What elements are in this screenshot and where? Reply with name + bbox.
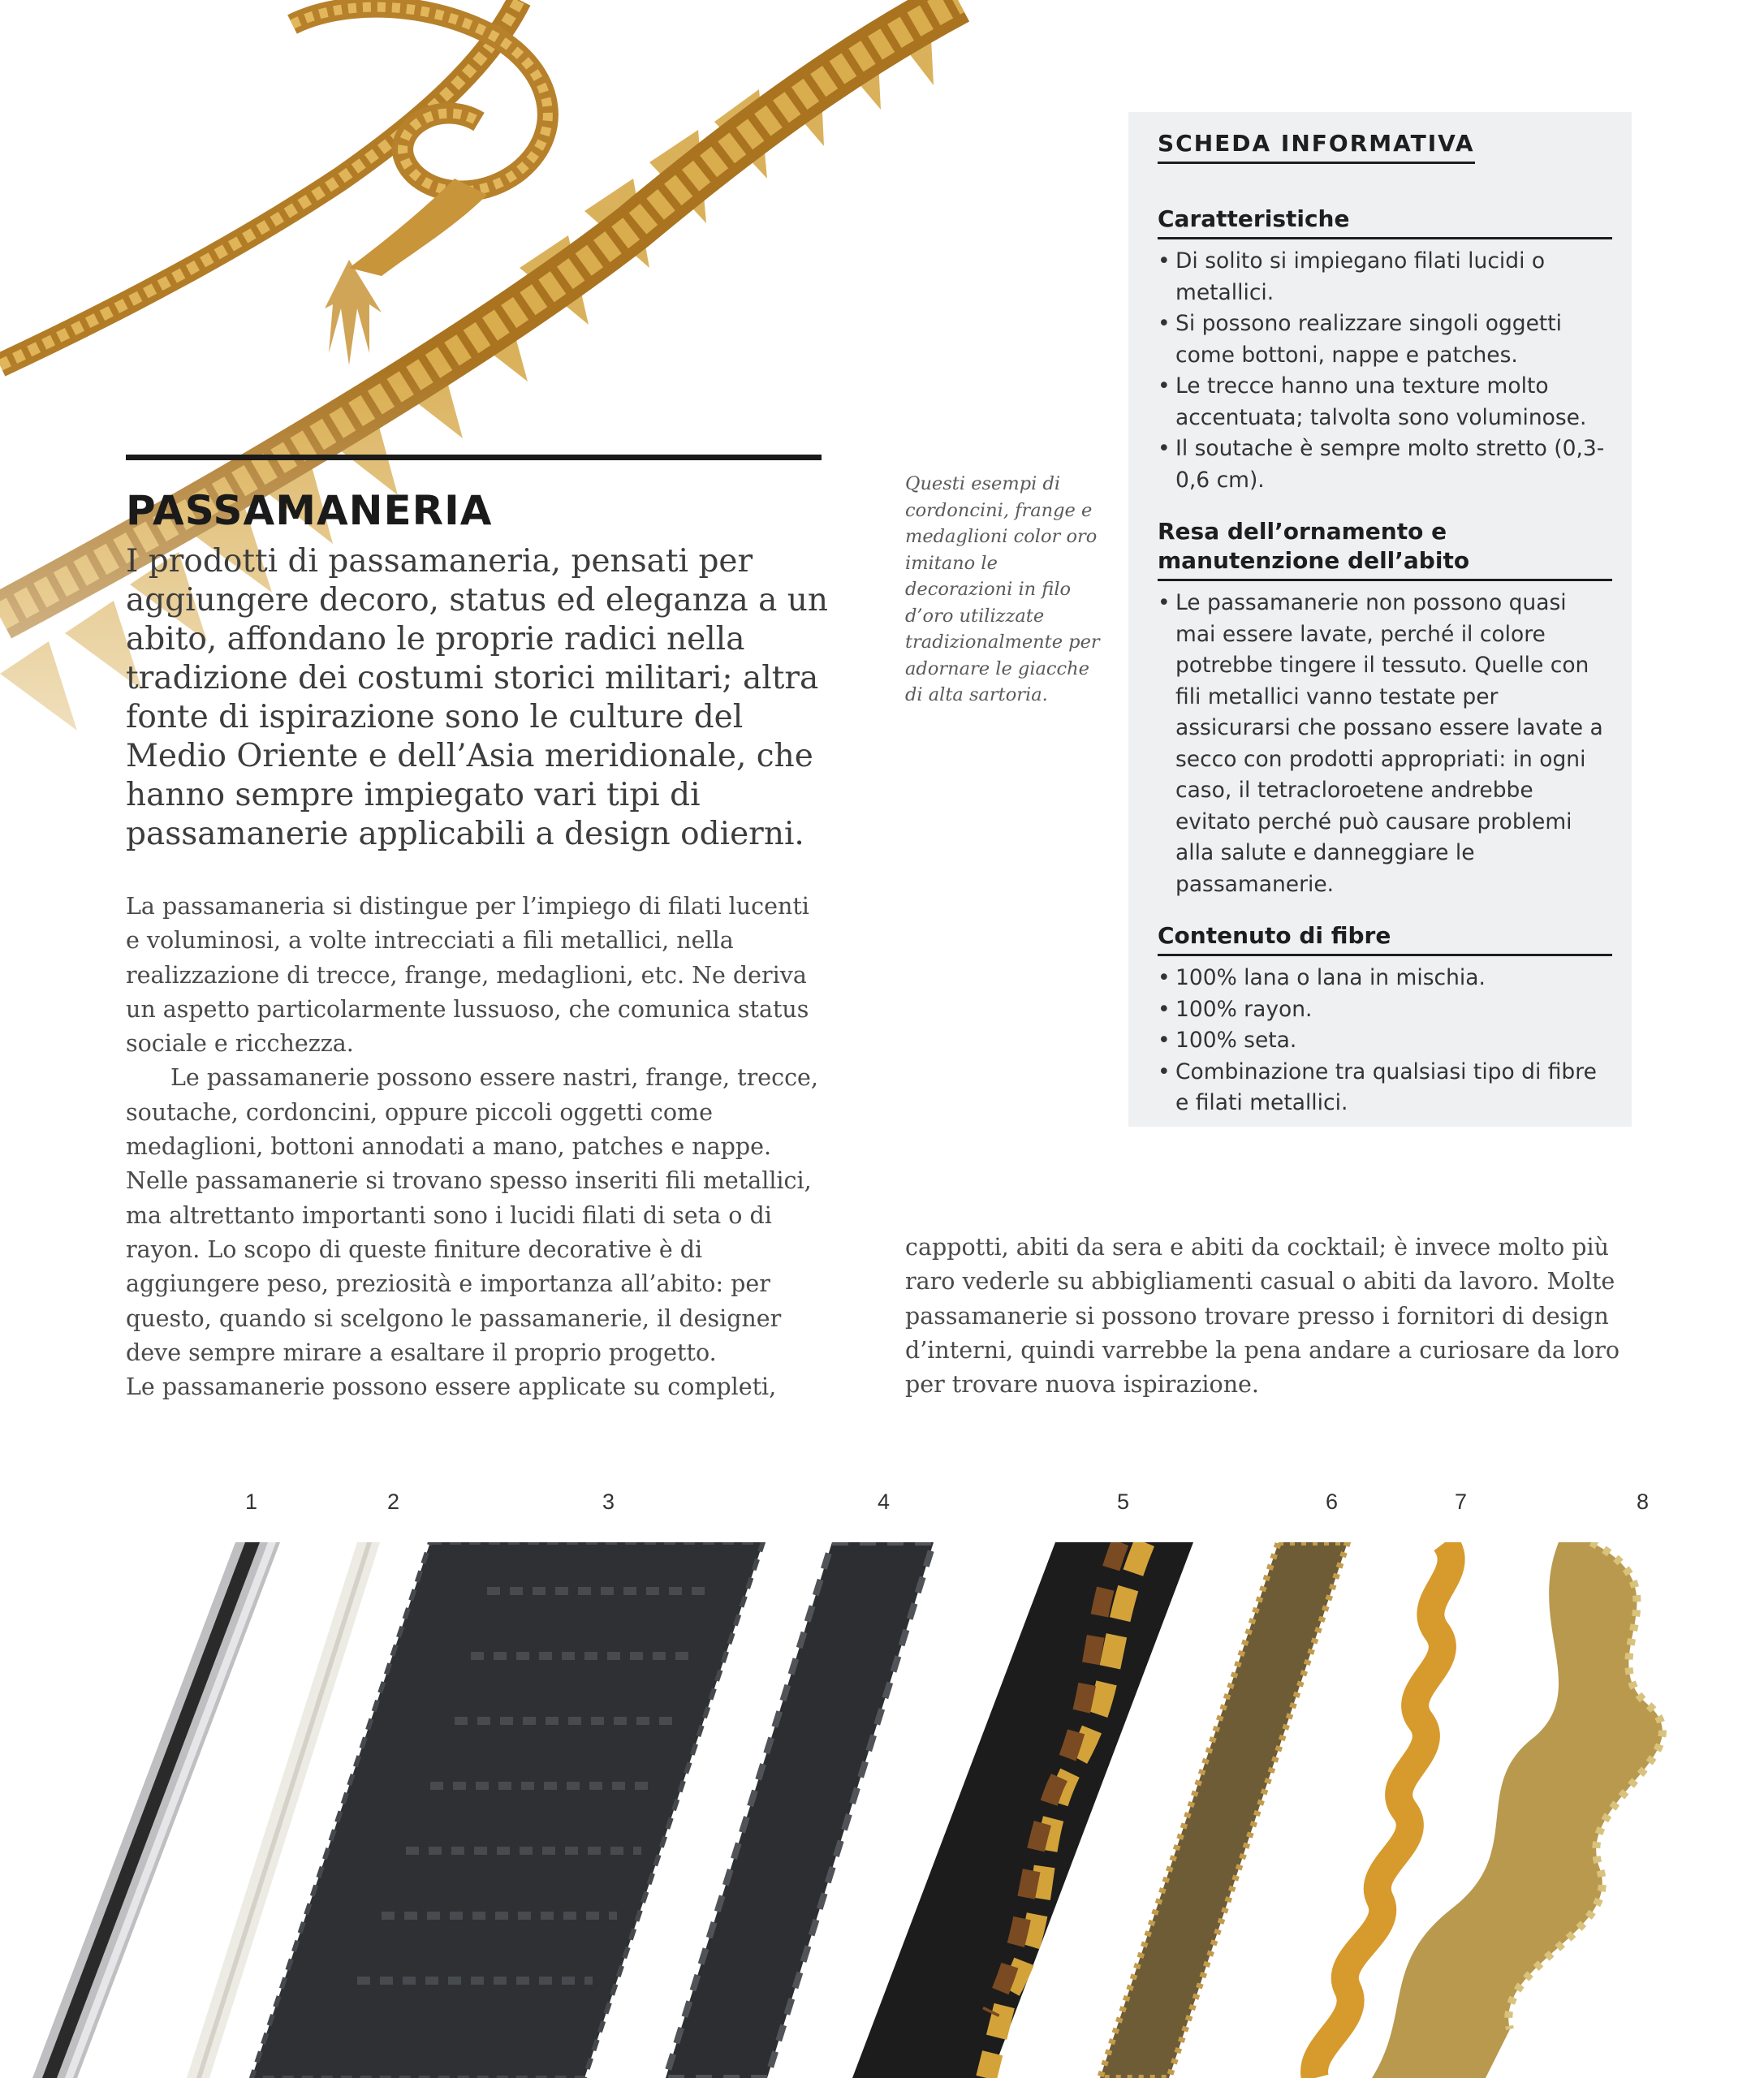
- info-bullet: • Di solito si impiegano filati lucidi o metallici.: [1158, 246, 1612, 308]
- trim-sample-3: [252, 1542, 763, 2078]
- info-section-fibers: [1158, 921, 1612, 1119]
- info-section-heading: Resa dell’ornamento e manutenzione dell’abito: [1158, 517, 1612, 581]
- photo-caption: Questi esempi di cordoncini, frange e medaglioni color oro imitano le decorazioni in filo d’oro utilizzate tradizionalmente per adornare le giacche di alta sartoria.: [905, 473, 1100, 705]
- info-bullet: • 100% rayon.: [1158, 994, 1612, 1026]
- page-title: PASSAMANERIA: [126, 487, 493, 534]
- sample-label-1: 1: [245, 1490, 258, 1514]
- info-bullet: • 100% lana o lana in mischia.: [1158, 963, 1612, 994]
- lead-paragraph: I prodotti di passamaneria, pensati per aggiungere decoro, status ed eleganza a un abito, affondano le proprie radici nella tradizione dei costumi storici militari; altra fonte di ispirazione sono le culture del Medio Oriente e dell’Asia meridionale, che hanno sempre impiegato vari tipi di passamanerie applicabili a design odierni.: [126, 543, 828, 852]
- title-rule: [126, 455, 822, 460]
- trim-samples-photo: [0, 1542, 1764, 2078]
- body-column-right: [905, 1231, 1620, 1402]
- info-section-heading: Contenuto di fibre: [1158, 921, 1612, 956]
- info-bullet: • 100% seta.: [1158, 1025, 1612, 1057]
- info-bullet: • Le passamanerie non possono quasi mai essere lavate, perché il colore potrebbe tingere il tessuto. Quelle con fili metallici vanno testate per assicurarsi che possano essere lavate a secco con prodotti appropriati: in ogni caso, il tetracloroetene andrebbe evitato perché può causare problemi alla salute e danneggiare le passamanerie.: [1158, 588, 1612, 900]
- info-bullet: • Il soutache è sempre molto stretto (0,3-0,6 cm).: [1158, 433, 1612, 496]
- body-paragraph: cappotti, abiti da sera e abiti da cocktail; è invece molto più raro vederle su abbigliamenti casual o abiti da lavoro. Molte passamanerie si possono trovare presso i fornitori di design d’interni, quindi varrebbe la pena andare a curiosare da loro per trovare nuova ispirazione.: [905, 1234, 1620, 1399]
- sample-label-3: 3: [602, 1490, 615, 1514]
- sample-label-4: 4: [878, 1490, 891, 1514]
- body-paragraph: Le passamanerie possono essere nastri, frange, trecce, soutache, cordoncini, oppure piccoli oggetti come medaglioni, bottoni annodati a mano, patches e nappe. Nelle passamanerie si trovano spesso inseriti fili metallici, ma altrettanto importanti sono i lucidi filati di seta o di rayon. Lo scopo di queste finiture decorative è di aggiungere peso, preziosità e importanza all’abito: per questo, quando si scelgono le passamanerie, il designer deve sempre mirare a esaltare il proprio progetto.: [126, 1064, 818, 1366]
- trim-sample-1: [32, 1542, 280, 2078]
- body-paragraph: La passamaneria si distingue per l’impiego di filati lucenti e voluminosi, a volte intrecciati a fili metallici, nella realizzazione di trecce, frange, medaglioni, etc. Ne deriva un aspetto particolarmente lussuoso, che comunica status sociale e ricchezza.: [126, 893, 809, 1058]
- sample-label-7: 7: [1455, 1490, 1468, 1514]
- info-bullet: • Le trecce hanno una texture molto accentuata; talvolta sono voluminose.: [1158, 371, 1612, 433]
- sample-label-5: 5: [1117, 1490, 1130, 1514]
- sample-label-2: 2: [387, 1490, 400, 1514]
- sample-label-8: 8: [1637, 1490, 1650, 1514]
- sample-label-6: 6: [1326, 1490, 1339, 1514]
- info-bullet: • Combinazione tra qualsiasi tipo di fibre e filati metallici.: [1158, 1057, 1612, 1119]
- info-section-characteristics: [1158, 205, 1612, 496]
- info-section-care: [1158, 517, 1612, 900]
- info-section-heading: Caratteristiche: [1158, 205, 1612, 239]
- body-column-left: [126, 890, 824, 1404]
- info-bullet: • Si possono realizzare singoli oggetti come bottoni, nappe e patches.: [1158, 308, 1612, 371]
- info-box: [1128, 112, 1632, 1127]
- info-box-title: SCHEDA INFORMATIVA: [1158, 130, 1475, 164]
- body-paragraph: Le passamanerie possono essere applicate su completi,: [126, 1373, 777, 1401]
